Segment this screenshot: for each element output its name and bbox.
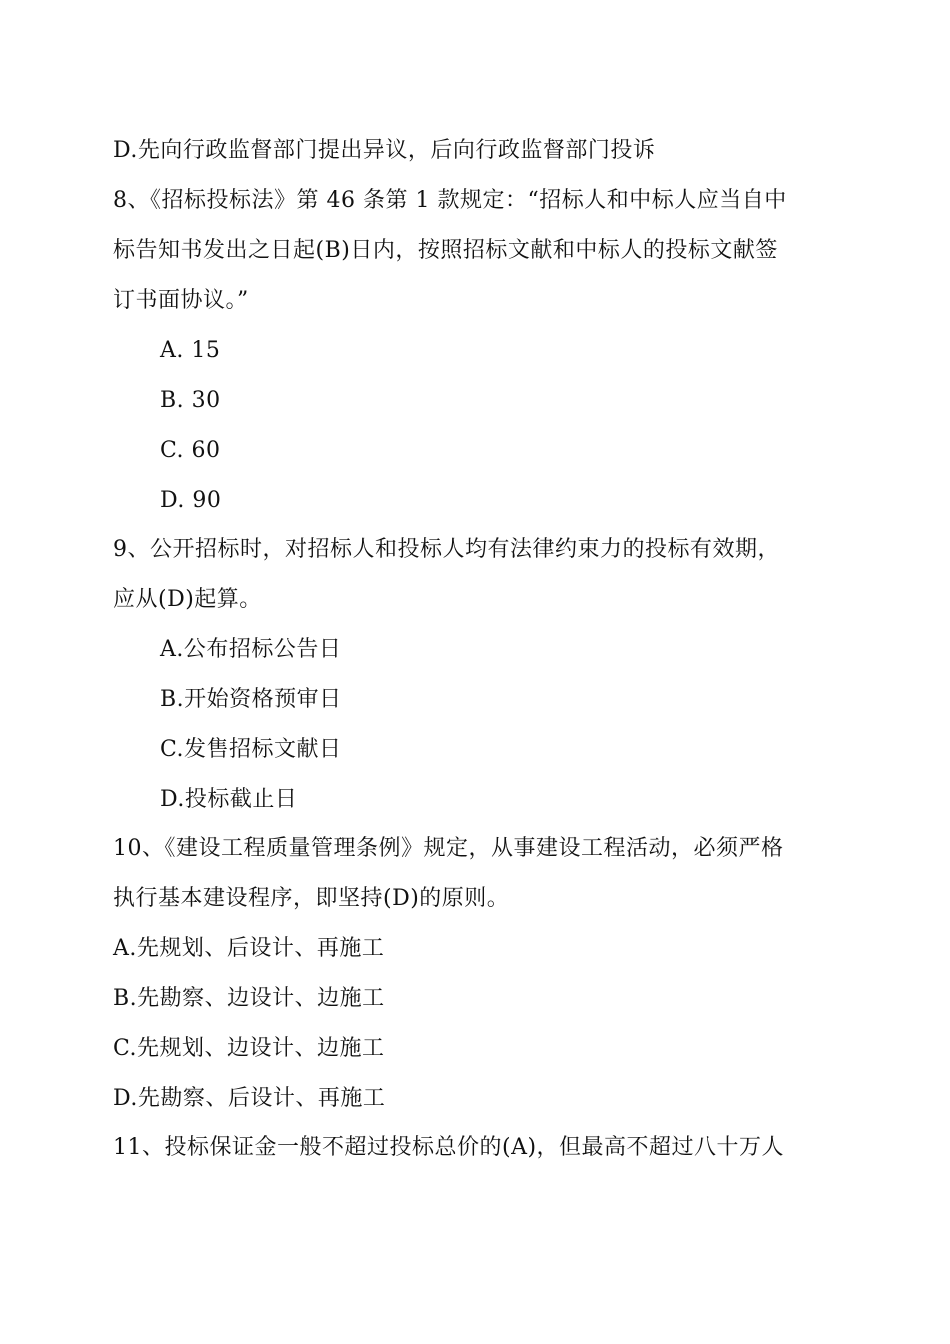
option-a: A.公布招标公告日 xyxy=(160,637,342,662)
option-d: D. 90 xyxy=(160,488,222,513)
question-8-line-1: 8、《招标投标法》第 46 条第 1 款规定：“招标人和中标人应当自中 xyxy=(113,188,787,213)
option-a: A.先规划、后设计、再施工 xyxy=(113,936,385,961)
option-c: C.先规划、边设计、边施工 xyxy=(113,1036,385,1061)
option-c: C.发售招标文献日 xyxy=(160,737,342,762)
option-b: B. 30 xyxy=(160,388,221,413)
option-d: D.投标截止日 xyxy=(160,787,298,812)
question-9-line-2: 应从(D)起算。 xyxy=(113,587,262,612)
option-line: D.先向行政监督部门提出异议，后向行政监督部门投诉 xyxy=(113,138,656,163)
question-11-line-1: 11、投标保证金一般不超过投标总价的(A)，但最高不超过八十万人 xyxy=(113,1135,785,1160)
option-b: B.先勘察、边设计、边施工 xyxy=(113,986,385,1011)
question-8-line-2: 标告知书发出之日起(B)日内，按照招标文献和中标人的投标文献签 xyxy=(113,238,778,263)
question-10-line-2: 执行基本建设程序，即坚持(D)的原则。 xyxy=(113,886,510,911)
option-c: C. 60 xyxy=(160,438,221,463)
question-10-line-1: 10、《建设工程质量管理条例》规定，从事建设工程活动，必须严格 xyxy=(113,836,784,861)
option-a: A. 15 xyxy=(160,338,221,363)
question-9-line-1: 9、公开招标时，对招标人和投标人均有法律约束力的投标有效期， xyxy=(113,537,780,562)
question-8-line-3: 订书面协议。” xyxy=(113,288,249,313)
option-d: D.先勘察、后设计、再施工 xyxy=(113,1086,386,1111)
option-b: B.开始资格预审日 xyxy=(160,687,342,712)
